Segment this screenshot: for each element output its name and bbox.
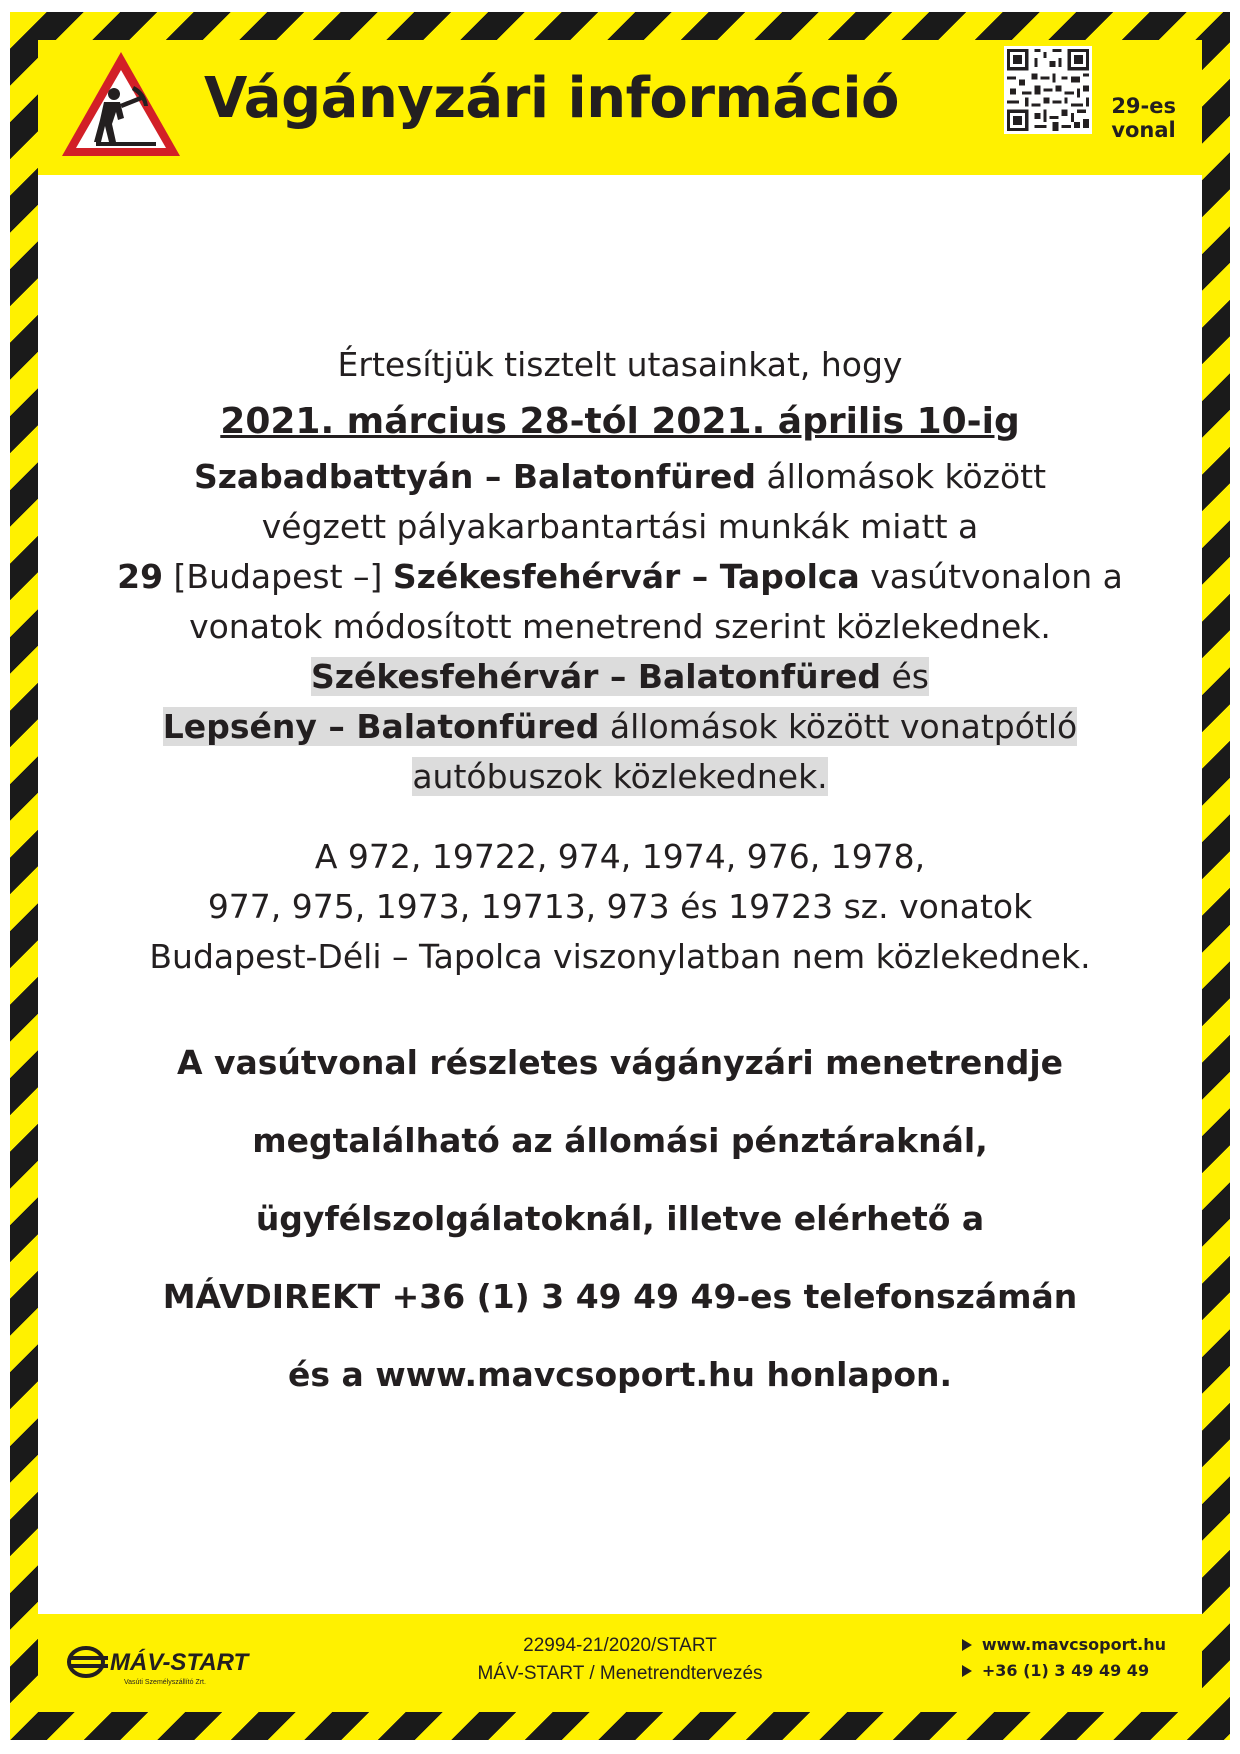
- info-line-5: és a www.mavcsoport.hu honlapon.: [287, 1355, 953, 1394]
- website-link[interactable]: www.mavcsoport.hu: [981, 1635, 1166, 1654]
- bus-line-1: Székesfehérvár – Balatonfüred és: [311, 657, 929, 696]
- svg-text:MÁV-START: MÁV-START: [110, 1649, 249, 1676]
- header-bar: [38, 40, 1202, 175]
- page-title: Vágányzári információ: [204, 66, 900, 131]
- bus-line-2: Lepsény – Balatonfüred állomások között vonatpótló: [162, 707, 1078, 746]
- phone-row[interactable]: [962, 1658, 1166, 1684]
- closure-line-3: 29 [Budapest –] Székesfehérvár – Tapolca vasútvonalon a: [117, 557, 1123, 596]
- info-line-2: megtalálható az állomási pénztáraknál,: [252, 1121, 988, 1160]
- website-row[interactable]: [962, 1632, 1166, 1658]
- notice-content: [38, 340, 1202, 1414]
- date-range: 2021. március 28-tól 2021. április 10-ig: [220, 401, 1020, 442]
- line-number: 29-es: [1111, 94, 1176, 118]
- trains-line-1: A 972, 19722, 974, 1974, 976, 1978,: [314, 837, 926, 876]
- intro-text: Értesítjük tisztelt utasainkat, hogy: [337, 345, 903, 384]
- trains-line-2: 977, 975, 1973, 19713, 973 és 19723 sz. vonatok: [207, 887, 1033, 926]
- line-number-label: [1111, 94, 1176, 142]
- arrow-right-icon: [962, 1665, 972, 1677]
- poster-body: [38, 40, 1202, 1712]
- svg-text:Vasúti Személyszállító Zrt.: Vasúti Személyszállító Zrt.: [124, 1679, 206, 1686]
- bus-line-3: autóbuszok közlekednek.: [412, 757, 828, 796]
- footer-contacts: [962, 1632, 1166, 1684]
- phone-number[interactable]: +36 (1) 3 49 49 49: [981, 1661, 1150, 1680]
- warning-sign-worker-icon: [56, 46, 186, 162]
- hazard-stripe-border: [10, 12, 1230, 1740]
- footer-bar: [38, 1614, 1202, 1712]
- info-line-3: ügyfélszolgálatoknál, illetve elérhető a: [255, 1199, 985, 1238]
- closure-line-2: végzett pályakarbantartási munkák miatt a: [261, 507, 979, 546]
- closure-line-4: vonatok módosított menetrend szerint közlekednek.: [189, 607, 1051, 646]
- arrow-right-icon: [962, 1639, 972, 1651]
- qr-code-icon[interactable]: [1004, 46, 1092, 134]
- cancelled-trains: [38, 832, 1202, 982]
- closure-details: [38, 452, 1202, 802]
- info-line-1: A vasútvonal részletes vágányzári menetrendje: [176, 1043, 1064, 1082]
- closure-line-1: Szabadbattyán – Balatonfüred állomások között: [193, 457, 1047, 496]
- line-word: vonal: [1111, 118, 1176, 142]
- info-line-4: MÁVDIREKT +36 (1) 3 49 49 49-es telefonszámán: [162, 1277, 1078, 1316]
- department: MÁV-START / Menetrendtervezés: [477, 1663, 763, 1684]
- trains-line-3: Budapest-Déli – Tapolca viszonylatban nem közlekednek.: [149, 937, 1091, 976]
- ref-number: 22994-21/2020/START: [523, 1635, 717, 1656]
- timetable-info: [38, 1024, 1202, 1414]
